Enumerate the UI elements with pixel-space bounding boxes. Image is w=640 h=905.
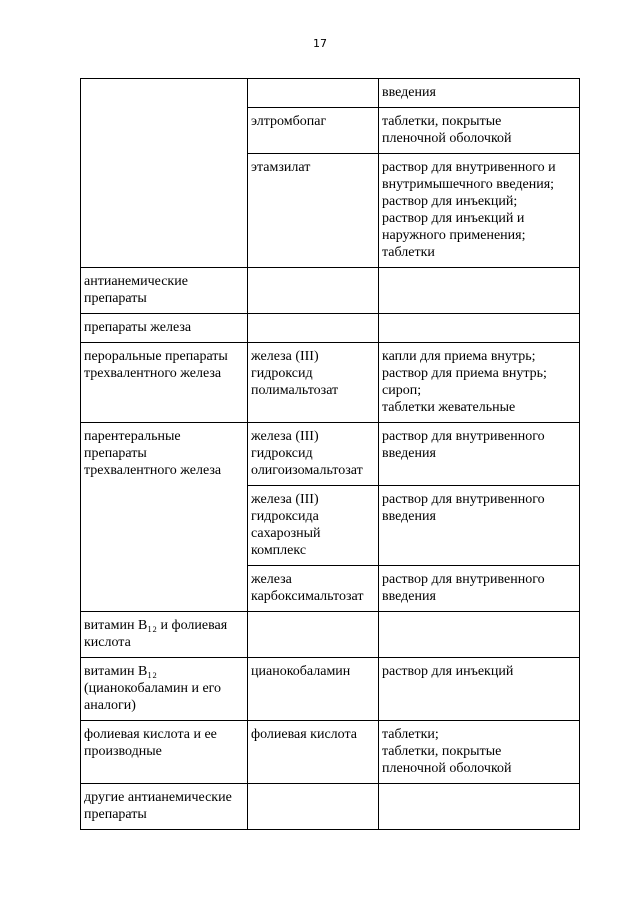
group-cell <box>81 423 248 612</box>
group-text: препараты железа <box>84 320 192 335</box>
form-text: раствор для инъекций <box>382 664 514 679</box>
table-row <box>81 268 580 314</box>
drug-cell <box>248 343 379 423</box>
drug-cell <box>248 658 379 721</box>
group-cell <box>81 721 248 784</box>
form-cell <box>379 108 580 154</box>
group-cell <box>81 343 248 423</box>
table-row <box>81 423 580 486</box>
group-text: антианемические препараты <box>84 274 188 306</box>
drug-cell <box>248 314 379 343</box>
form-cell <box>379 314 580 343</box>
group-text: пероральные препараты трехвалентного железа <box>84 349 228 381</box>
drug-cell <box>248 423 379 486</box>
drug-text: фолиевая кислота <box>251 727 357 742</box>
group-cell <box>81 784 248 830</box>
form-text: раствор для внутривенного введения <box>382 572 545 604</box>
form-text: капли для приема внутрь; раствор для приема внутрь; сироп; таблетки жевательные <box>382 349 547 415</box>
group-cell <box>81 268 248 314</box>
form-cell <box>379 784 580 830</box>
drug-cell <box>248 154 379 268</box>
form-cell <box>379 486 580 566</box>
table-row <box>81 721 580 784</box>
drug-cell <box>248 721 379 784</box>
form-cell <box>379 154 580 268</box>
form-cell <box>379 658 580 721</box>
drug-table <box>80 78 580 830</box>
group-text: витамин B₁₂ (цианокобаламин и его аналоги) <box>84 664 222 713</box>
drug-text: железа карбоксимальтозат <box>251 572 364 604</box>
drug-text: этамзилат <box>251 160 311 175</box>
form-text: раствор для внутривенного и внутримышечного введения; раствор для инъекций; раствор для инъекций и наружного применения; таблетки <box>382 160 556 260</box>
drug-text: железа (III) гидроксид олигоизомальтозат <box>251 429 363 478</box>
table-row <box>81 314 580 343</box>
drug-text: железа (III) гидроксида сахарозный комплекс <box>251 492 321 558</box>
table-row <box>81 612 580 658</box>
form-text: раствор для внутривенного введения <box>382 492 545 524</box>
form-text: таблетки, покрытые пленочной оболочкой <box>382 114 512 146</box>
form-cell <box>379 721 580 784</box>
drug-cell <box>248 784 379 830</box>
drug-cell <box>248 268 379 314</box>
drug-text: цианокобаламин <box>251 664 351 679</box>
group-text: парентеральные препараты трехвалентного железа <box>84 429 222 478</box>
table-row <box>81 658 580 721</box>
form-text: таблетки; таблетки, покрытые пленочной оболочкой <box>382 727 512 776</box>
form-text: введения <box>382 85 436 100</box>
group-cell <box>81 658 248 721</box>
page-number: 17 <box>313 37 327 50</box>
form-cell <box>379 343 580 423</box>
drug-text: железа (III) гидроксид полимальтозат <box>251 349 339 398</box>
drug-cell <box>248 79 379 108</box>
group-text: другие антианемические препараты <box>84 790 232 822</box>
drug-text: элтромбопаг <box>251 114 327 129</box>
drug-cell <box>248 108 379 154</box>
drug-cell <box>248 612 379 658</box>
form-cell <box>379 268 580 314</box>
group-cell <box>81 612 248 658</box>
form-text: раствор для внутривенного введения <box>382 429 545 461</box>
form-cell <box>379 423 580 486</box>
table-row <box>81 79 580 108</box>
form-cell <box>379 79 580 108</box>
group-text: витамин B₁₂ и фолиевая кислота <box>84 618 228 650</box>
form-cell <box>379 566 580 612</box>
drug-cell <box>248 566 379 612</box>
table-row <box>81 343 580 423</box>
group-cell <box>81 79 248 268</box>
group-text: фолиевая кислота и ее производные <box>84 727 217 759</box>
table-row <box>81 784 580 830</box>
form-cell <box>379 612 580 658</box>
group-cell <box>81 314 248 343</box>
drug-cell <box>248 486 379 566</box>
